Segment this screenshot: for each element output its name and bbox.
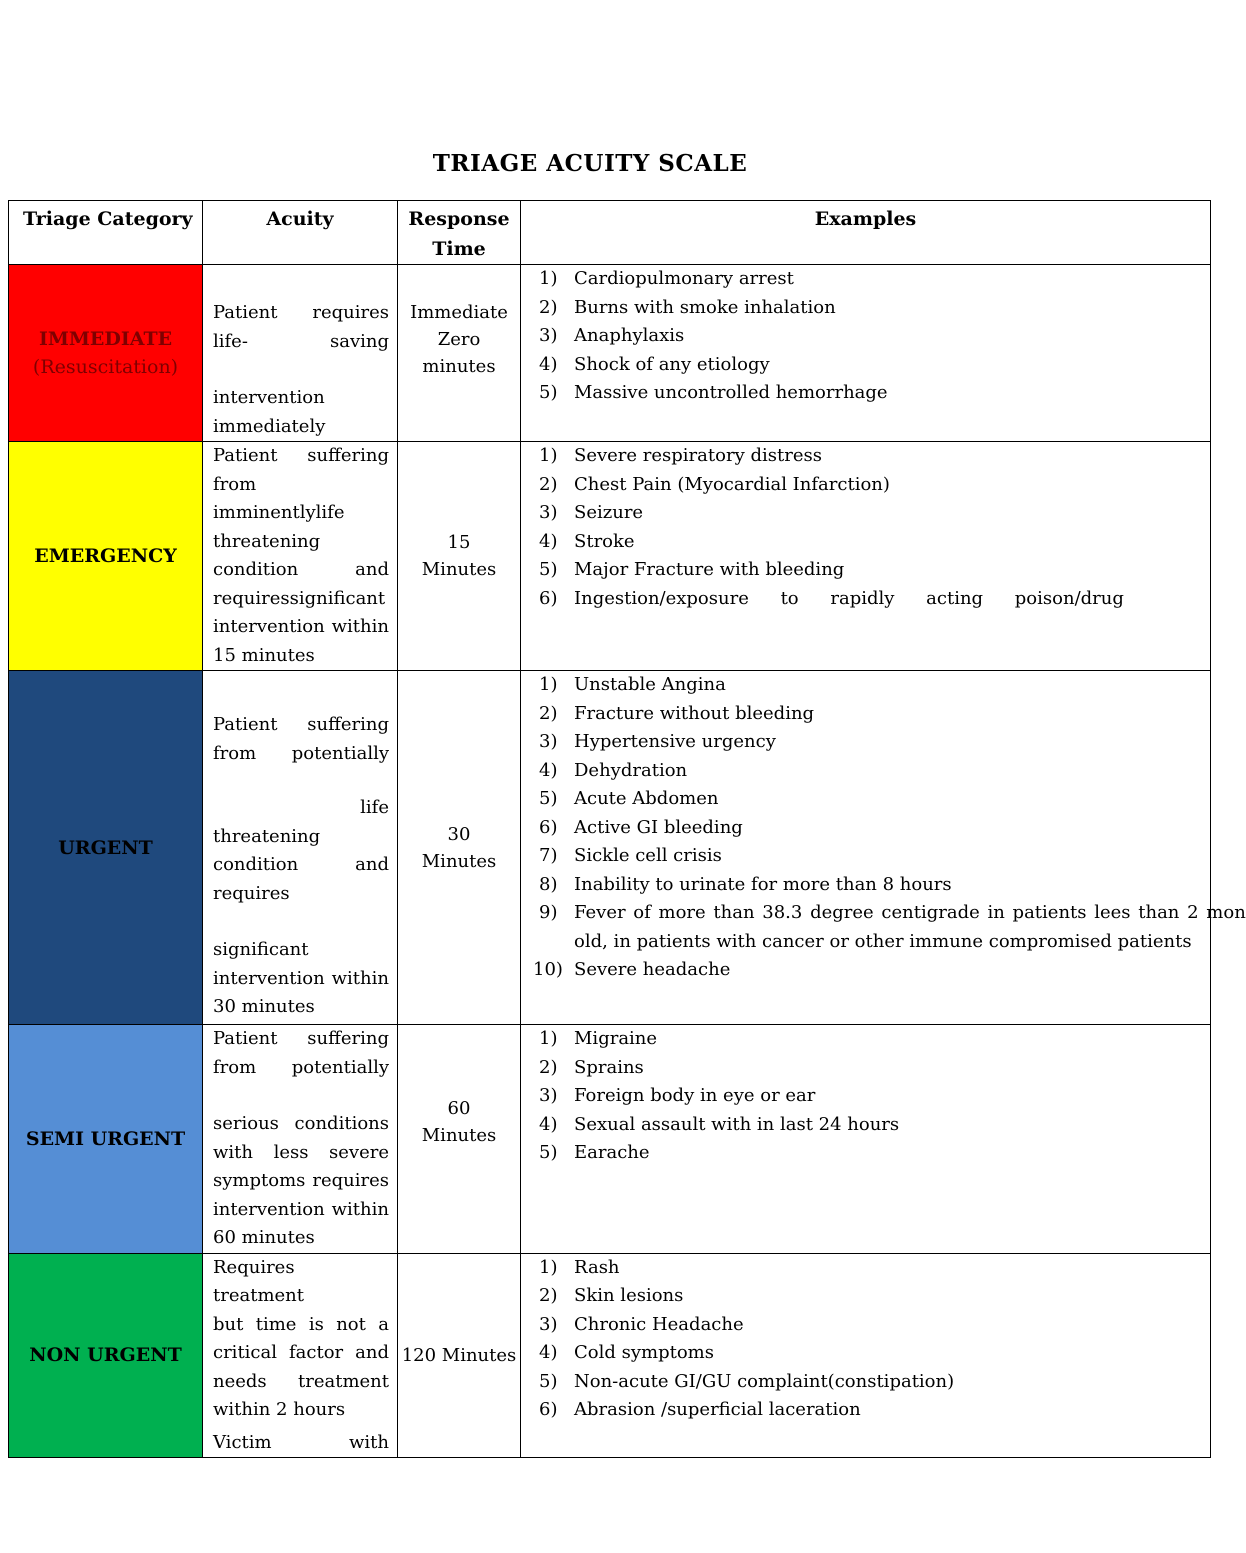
item-text: Skin lesions: [574, 1285, 684, 1306]
list-item: [539, 757, 1210, 786]
row-urgent: [9, 671, 1211, 1025]
acuity-line: 15 minutes: [213, 644, 315, 666]
response-line: 15: [447, 532, 471, 553]
acuity-line: threatening: [213, 825, 321, 847]
acuity-line: 60 minutes: [213, 1227, 315, 1248]
list-item: [539, 899, 1246, 928]
response-line: Minutes: [421, 559, 497, 580]
item-text: Severe headache: [574, 959, 731, 980]
response-emergency: [398, 442, 521, 671]
examples-urgent: [521, 671, 1246, 1025]
acuity-line: life- saving: [213, 330, 389, 352]
list-item: [539, 1139, 1210, 1168]
response-line: Minutes: [421, 850, 497, 872]
acuity-line: within 2 hours: [213, 1399, 346, 1420]
item-text: Chronic Headache: [574, 1313, 744, 1335]
examples-emergency: [521, 442, 1211, 671]
response-line: Zero: [437, 329, 481, 350]
category-label: NON URGENT: [29, 1344, 182, 1367]
item-number: 5): [539, 559, 558, 580]
list-item: [539, 379, 1210, 408]
item-number: 4): [539, 530, 558, 552]
response-urgent: [398, 671, 521, 1025]
row-immediate: [9, 265, 1211, 442]
item-text: Sprains: [574, 1056, 644, 1078]
list-item: [539, 1111, 1210, 1140]
acuity-line: condition and: [213, 854, 389, 875]
list-item: [539, 671, 1210, 700]
acuity-line: requiressignificant: [213, 587, 386, 609]
item-text: Ingestion/exposure to rapidly acting poison/drug: [574, 587, 1124, 609]
list-item: [539, 1339, 1210, 1368]
acuity-line: from potentially: [213, 742, 389, 764]
category-semi-urgent: [9, 1025, 203, 1254]
item-text: Abrasion /superficial laceration: [574, 1399, 861, 1420]
acuity-line: Victim with: [213, 1431, 389, 1453]
item-text: Active GI bleeding: [574, 816, 743, 838]
item-text: Sexual assault with in last 24 hours: [574, 1113, 900, 1135]
item-text: Acute Abdomen: [574, 788, 719, 809]
acuity-urgent: [203, 671, 398, 1025]
item-text: Fracture without bleeding: [574, 702, 815, 724]
item-text: Burns with smoke inhalation: [574, 296, 836, 318]
examples-semi-urgent: [521, 1025, 1211, 1254]
acuity-line: significant: [213, 939, 309, 960]
category-urgent: [9, 671, 203, 1025]
acuity-line: intervention within: [213, 616, 389, 637]
acuity-line: Patient suffering: [213, 1028, 389, 1049]
item-text: Fever of more than 38.3 degree centigrade in patients lees than 2 mon: [574, 902, 1246, 923]
list-item: [539, 1368, 1210, 1397]
header-row: [9, 201, 1211, 265]
item-number: 8): [539, 873, 558, 895]
item-text: Rash: [574, 1256, 620, 1278]
response-line: Minutes: [421, 1125, 497, 1146]
acuity-line: needs treatment: [213, 1370, 389, 1392]
header-triage-category: Triage Category: [9, 201, 203, 265]
list-item: [539, 1282, 1210, 1311]
response-line: Immediate: [410, 302, 508, 323]
list-item: [539, 1396, 1210, 1425]
acuity-line: condition and: [213, 559, 389, 580]
item-text: Anaphylaxis: [574, 325, 685, 346]
item-text: Massive uncontrolled hemorrhage: [574, 382, 888, 403]
item-number: 2): [539, 296, 558, 318]
item-number: 4): [539, 353, 558, 375]
item-text: Severe respiratory distress: [574, 445, 822, 466]
item-number: 2): [539, 1285, 558, 1306]
item-text: Stroke: [574, 530, 635, 552]
list-item: [539, 728, 1210, 757]
acuity-line: intervention: [213, 387, 325, 408]
acuity-line: from potentially: [213, 1056, 389, 1078]
examples-immediate: [521, 265, 1211, 442]
item-text-continued: old, in patients with cancer or other immune compromised patients: [574, 930, 1192, 952]
item-text: Inability to urinate for more than 8 hours: [574, 873, 952, 895]
item-text: Non-acute GI/GU complaint(constipation): [574, 1370, 955, 1392]
category-non-urgent: [9, 1253, 203, 1458]
acuity-line: Requires treatment: [213, 1256, 305, 1306]
item-text: Shock of any etiology: [574, 353, 770, 375]
acuity-line: life: [360, 797, 389, 818]
acuity-line: serious conditions: [213, 1113, 389, 1134]
category-label: URGENT: [58, 836, 153, 859]
examples-list: [539, 442, 1210, 613]
category-label: IMMEDIATE: [38, 328, 173, 350]
list-item: [539, 294, 1210, 323]
acuity-line: critical factor and: [213, 1342, 389, 1363]
list-item: [539, 265, 1210, 294]
category-label: SEMI URGENT: [25, 1127, 186, 1150]
header-response-line2: Time: [432, 238, 486, 260]
item-number: 3): [539, 325, 558, 346]
header-response-line1: Response: [408, 208, 510, 230]
list-item: [539, 442, 1210, 471]
acuity-line: threatening: [213, 530, 321, 552]
item-number: 5): [539, 788, 558, 809]
category-immediate: [9, 265, 203, 442]
response-line: minutes: [422, 356, 496, 377]
item-number: 1): [539, 674, 558, 695]
list-item: [539, 585, 1210, 614]
examples-list: [533, 671, 1246, 985]
item-number: 9): [539, 902, 558, 923]
acuity-line: Patient suffering: [213, 714, 389, 735]
row-non-urgent: [9, 1253, 1211, 1458]
acuity-line: 30 minutes: [213, 996, 315, 1017]
category-emergency: [9, 442, 203, 671]
examples-list: [539, 265, 1210, 408]
item-text: Seizure: [574, 502, 644, 523]
item-text: Earache: [574, 1142, 650, 1163]
item-number: 7): [539, 845, 558, 866]
item-number: 2): [539, 702, 558, 724]
item-number: 3): [539, 1085, 558, 1106]
list-item: [539, 814, 1210, 843]
acuity-emergency: [203, 442, 398, 671]
item-number: 3): [539, 1313, 558, 1335]
item-number: 6): [539, 587, 558, 609]
acuity-line: Patient requires: [213, 302, 389, 323]
list-item: [539, 785, 1210, 814]
item-number: 1): [539, 1028, 558, 1049]
list-item: [539, 471, 1210, 500]
item-number: 3): [539, 731, 558, 752]
list-item: [539, 700, 1210, 729]
list-item: [539, 499, 1210, 528]
item-text: Cardiopulmonary arrest: [574, 268, 794, 289]
row-emergency: [9, 442, 1211, 671]
item-text: Sickle cell crisis: [574, 845, 722, 866]
acuity-line: from imminentlylife: [213, 473, 345, 523]
item-text: Dehydration: [574, 759, 688, 781]
page-title: TRIAGE ACUITY SCALE: [432, 150, 748, 177]
item-text: Hypertensive urgency: [574, 731, 776, 752]
acuity-line: with less severe: [213, 1141, 389, 1163]
item-number: 6): [539, 816, 558, 838]
item-text: Foreign body in eye or ear: [574, 1085, 816, 1106]
item-number: 5): [539, 382, 558, 403]
item-number: 1): [539, 445, 558, 466]
examples-list: [539, 1254, 1210, 1425]
item-text: Major Fracture with bleeding: [574, 559, 845, 580]
response-line: 30: [447, 823, 471, 845]
item-number: 3): [539, 502, 558, 523]
list-item: [533, 956, 1210, 985]
header-examples: Examples: [521, 201, 1211, 265]
response-immediate: [398, 265, 521, 442]
item-number: [539, 928, 574, 957]
examples-list: [539, 1025, 1210, 1168]
acuity-line: intervention within: [213, 1198, 389, 1220]
item-text: Migraine: [574, 1028, 658, 1049]
response-semi-urgent: [398, 1025, 521, 1254]
item-number: 4): [539, 759, 558, 781]
list-item: [539, 1254, 1210, 1283]
category-sublabel: (Resuscitation): [32, 356, 179, 378]
row-semi-urgent: [9, 1025, 1211, 1254]
list-item: [539, 351, 1210, 380]
item-number: 1): [539, 1256, 558, 1278]
acuity-line: immediately: [213, 415, 326, 437]
list-item: [539, 842, 1210, 871]
response-line: 60: [447, 1098, 471, 1119]
item-number: 4): [539, 1342, 558, 1363]
acuity-non-urgent: [203, 1253, 398, 1458]
acuity-semi-urgent: [203, 1025, 398, 1254]
item-number: 5): [539, 1142, 558, 1163]
response-line: 120 Minutes: [401, 1344, 517, 1366]
list-item: [539, 1054, 1210, 1083]
acuity-line: Patient suffering: [213, 445, 389, 466]
item-number: 4): [539, 1113, 558, 1135]
acuity-line: but time is not a: [213, 1313, 389, 1335]
response-non-urgent: [398, 1253, 521, 1458]
item-number: 6): [539, 1399, 558, 1420]
item-text: Chest Pain (Myocardial Infarction): [574, 473, 890, 495]
header-acuity: Acuity: [203, 201, 398, 265]
list-item: [539, 556, 1210, 585]
item-number: 2): [539, 1056, 558, 1078]
item-text: Unstable Angina: [574, 674, 726, 695]
list-item: [539, 871, 1210, 900]
acuity-immediate: [203, 265, 398, 442]
list-item: [539, 1025, 1210, 1054]
triage-table: [8, 200, 1246, 1458]
item-number: 2): [539, 473, 558, 495]
list-item: [539, 528, 1210, 557]
list-item: [539, 1311, 1210, 1340]
acuity-line: symptoms requires: [213, 1170, 389, 1191]
acuity-line: requires: [213, 882, 290, 904]
item-number: 10): [533, 959, 563, 980]
list-item: [539, 1082, 1210, 1111]
list-item: [539, 928, 1210, 957]
item-number: 5): [539, 1370, 558, 1392]
item-number: 1): [539, 268, 558, 289]
category-label: EMERGENCY: [34, 545, 177, 567]
acuity-line: intervention within: [213, 967, 389, 989]
examples-non-urgent: [521, 1253, 1211, 1458]
item-text: Cold symptoms: [574, 1342, 714, 1363]
list-item: [539, 322, 1210, 351]
header-response-time: [398, 201, 521, 265]
